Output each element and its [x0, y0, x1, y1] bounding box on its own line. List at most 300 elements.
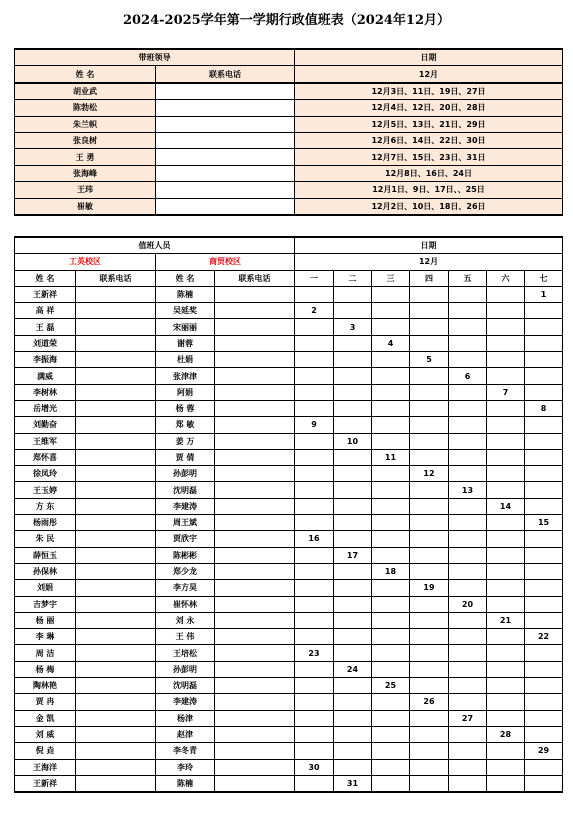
empty-cell [334, 303, 372, 319]
staff-phone-shangmao [215, 466, 295, 482]
empty-cell [372, 775, 410, 792]
empty-cell [334, 531, 372, 547]
empty-cell [449, 775, 487, 792]
staff-name-shangmao: 沈明磊 [156, 482, 215, 498]
leader-row [15, 116, 563, 132]
empty-cell [372, 286, 410, 302]
empty-cell [487, 645, 525, 661]
duty-day: 18 [372, 563, 410, 579]
empty-cell [372, 303, 410, 319]
staff-name-shangmao: 谢蓉 [156, 335, 215, 351]
duty-day: 24 [334, 661, 372, 677]
empty-cell [487, 352, 525, 368]
staff-row [15, 775, 563, 792]
empty-cell [449, 580, 487, 596]
staff-row [15, 629, 563, 645]
date-header: 日期 [295, 49, 563, 66]
empty-cell [334, 629, 372, 645]
empty-cell [372, 596, 410, 612]
staff-name-shangmao: 赵津 [156, 726, 215, 742]
duty-day: 1 [525, 286, 563, 302]
staff-name-shangmao: 杨 蓉 [156, 400, 215, 416]
name-header-2: 姓 名 [156, 270, 215, 286]
empty-cell [372, 759, 410, 775]
empty-cell [449, 743, 487, 759]
duty-day: 6 [449, 368, 487, 384]
empty-cell [372, 612, 410, 628]
staff-name-shangmao: 李建涛 [156, 498, 215, 514]
campus-gongying: 工英校区 [15, 254, 156, 270]
empty-cell [525, 433, 563, 449]
staff-phone-gongying [76, 775, 156, 792]
duty-day: 15 [525, 515, 563, 531]
staff-name-shangmao: 杨津 [156, 710, 215, 726]
staff-row [15, 498, 563, 514]
empty-cell [410, 661, 449, 677]
empty-cell [525, 775, 563, 792]
staff-name-gongying: 郑怀喜 [15, 449, 76, 465]
staff-row [15, 433, 563, 449]
staff-row [15, 482, 563, 498]
leader-phone [156, 116, 295, 132]
staff-name-shangmao: 孙彭明 [156, 466, 215, 482]
staff-phone-shangmao [215, 759, 295, 775]
duty-day: 21 [487, 612, 525, 628]
empty-cell [449, 678, 487, 694]
staff-phone-shangmao [215, 596, 295, 612]
empty-cell [334, 482, 372, 498]
empty-cell [410, 726, 449, 742]
leader-phone [156, 100, 295, 116]
leader-name: 王 勇 [15, 149, 156, 165]
staff-name-gongying: 薛恒玉 [15, 547, 76, 563]
staff-name-gongying: 满威 [15, 368, 76, 384]
empty-cell [449, 384, 487, 400]
empty-cell [410, 449, 449, 465]
empty-cell [410, 596, 449, 612]
duty-day: 13 [449, 482, 487, 498]
empty-cell [334, 759, 372, 775]
staff-phone-gongying [76, 563, 156, 579]
staff-phone-shangmao [215, 580, 295, 596]
leader-name: 朱兰帜 [15, 116, 156, 132]
empty-cell [487, 368, 525, 384]
empty-cell [295, 335, 334, 351]
empty-cell [449, 694, 487, 710]
empty-cell [487, 661, 525, 677]
staff-phone-gongying [76, 449, 156, 465]
leader-phone [156, 132, 295, 148]
empty-cell [449, 661, 487, 677]
empty-cell [525, 498, 563, 514]
empty-cell [334, 563, 372, 579]
staff-phone-shangmao [215, 678, 295, 694]
duty-day: 8 [525, 400, 563, 416]
staff-name-gongying: 杨 梅 [15, 661, 76, 677]
empty-cell [334, 710, 372, 726]
empty-cell [525, 466, 563, 482]
staff-name-shangmao: 吴延奖 [156, 303, 215, 319]
empty-cell [334, 580, 372, 596]
empty-cell [295, 726, 334, 742]
empty-cell [410, 531, 449, 547]
leader-name: 陈勃松 [15, 100, 156, 116]
staff-name-shangmao: 贾 倩 [156, 449, 215, 465]
staff-row [15, 678, 563, 694]
empty-cell [410, 678, 449, 694]
empty-cell [295, 710, 334, 726]
empty-cell [334, 368, 372, 384]
empty-cell [487, 596, 525, 612]
staff-phone-shangmao [215, 417, 295, 433]
staff-phone-gongying [76, 482, 156, 498]
staff-name-shangmao: 李方昊 [156, 580, 215, 596]
empty-cell [525, 563, 563, 579]
staff-header: 值班人员 [15, 237, 295, 254]
empty-cell [449, 547, 487, 563]
leader-dates: 12月5日、13日、21日、29日 [295, 116, 563, 132]
phone-header-2: 联系电话 [215, 270, 295, 286]
empty-cell [295, 580, 334, 596]
leader-phone [156, 198, 295, 215]
empty-cell [372, 368, 410, 384]
leader-name: 崔敏 [15, 198, 156, 215]
empty-cell [410, 400, 449, 416]
empty-cell [334, 645, 372, 661]
duty-day: 30 [295, 759, 334, 775]
staff-name-shangmao: 贾欣宇 [156, 531, 215, 547]
month-header: 12月 [295, 66, 563, 83]
staff-phone-gongying [76, 710, 156, 726]
empty-cell [334, 286, 372, 302]
phone-header: 联系电话 [156, 66, 295, 83]
empty-cell [295, 286, 334, 302]
staff-row [15, 759, 563, 775]
staff-phone-gongying [76, 678, 156, 694]
weekday-header: 三 [372, 270, 410, 286]
staff-name-shangmao: 陈楠 [156, 775, 215, 792]
empty-cell [525, 759, 563, 775]
duty-day: 2 [295, 303, 334, 319]
staff-name-gongying: 徐凤玲 [15, 466, 76, 482]
duty-day: 9 [295, 417, 334, 433]
staff-row [15, 580, 563, 596]
staff-name-gongying: 杨雨彤 [15, 515, 76, 531]
empty-cell [372, 661, 410, 677]
leader-phone [156, 149, 295, 165]
staff-name-shangmao: 崔怀林 [156, 596, 215, 612]
empty-cell [372, 482, 410, 498]
duty-day: 7 [487, 384, 525, 400]
staff-name-gongying: 刘娟 [15, 580, 76, 596]
empty-cell [372, 433, 410, 449]
empty-cell [295, 352, 334, 368]
staff-name-gongying: 王海洋 [15, 759, 76, 775]
empty-cell [295, 515, 334, 531]
empty-cell [295, 775, 334, 792]
staff-phone-gongying [76, 596, 156, 612]
leader-header: 带班领导 [15, 49, 295, 66]
empty-cell [487, 563, 525, 579]
staff-phone-shangmao [215, 319, 295, 335]
empty-cell [487, 335, 525, 351]
leader-phone [156, 165, 295, 181]
staff-name-gongying: 贾 冉 [15, 694, 76, 710]
staff-name-gongying: 李 琳 [15, 629, 76, 645]
staff-phone-shangmao [215, 743, 295, 759]
staff-phone-shangmao [215, 775, 295, 792]
empty-cell [487, 482, 525, 498]
staff-name-gongying: 王新祥 [15, 775, 76, 792]
empty-cell [410, 775, 449, 792]
empty-cell [334, 726, 372, 742]
empty-cell [295, 498, 334, 514]
staff-row [15, 726, 563, 742]
empty-cell [410, 563, 449, 579]
empty-cell [295, 563, 334, 579]
staff-phone-gongying [76, 661, 156, 677]
staff-name-shangmao: 郑少龙 [156, 563, 215, 579]
empty-cell [449, 400, 487, 416]
empty-cell [372, 629, 410, 645]
staff-row [15, 384, 563, 400]
empty-cell [487, 743, 525, 759]
empty-cell [334, 466, 372, 482]
empty-cell [410, 368, 449, 384]
empty-cell [372, 466, 410, 482]
empty-cell [334, 596, 372, 612]
staff-phone-gongying [76, 368, 156, 384]
staff-phone-gongying [76, 726, 156, 742]
staff-phone-shangmao [215, 515, 295, 531]
staff-row [15, 319, 563, 335]
empty-cell [487, 286, 525, 302]
empty-cell [449, 759, 487, 775]
empty-cell [410, 743, 449, 759]
empty-cell [410, 645, 449, 661]
staff-row [15, 352, 563, 368]
empty-cell [334, 678, 372, 694]
empty-cell [410, 335, 449, 351]
empty-cell [525, 580, 563, 596]
empty-cell [525, 531, 563, 547]
leader-row [15, 198, 563, 215]
empty-cell [525, 368, 563, 384]
staff-phone-shangmao [215, 694, 295, 710]
staff-row [15, 596, 563, 612]
staff-name-gongying: 朱 民 [15, 531, 76, 547]
leader-dates: 12月3日、11日、19日、27日 [295, 83, 563, 100]
duty-day: 17 [334, 547, 372, 563]
staff-phone-gongying [76, 319, 156, 335]
staff-name-shangmao: 李玲 [156, 759, 215, 775]
staff-name-gongying: 刘道荣 [15, 335, 76, 351]
empty-cell [334, 400, 372, 416]
staff-phone-gongying [76, 352, 156, 368]
weekday-header: 七 [525, 270, 563, 286]
staff-phone-shangmao [215, 449, 295, 465]
staff-phone-shangmao [215, 303, 295, 319]
staff-row [15, 710, 563, 726]
empty-cell [295, 384, 334, 400]
leader-phone [156, 182, 295, 198]
staff-phone-shangmao [215, 335, 295, 351]
empty-cell [525, 661, 563, 677]
staff-name-shangmao: 陈彬彬 [156, 547, 215, 563]
staff-phone-shangmao [215, 645, 295, 661]
duty-day: 29 [525, 743, 563, 759]
empty-cell [372, 498, 410, 514]
staff-name-gongying: 李树林 [15, 384, 76, 400]
empty-cell [487, 449, 525, 465]
duty-day: 20 [449, 596, 487, 612]
empty-cell [334, 384, 372, 400]
leader-row [15, 132, 563, 148]
staff-row [15, 547, 563, 563]
staff-phone-gongying [76, 612, 156, 628]
empty-cell [410, 710, 449, 726]
leader-row [15, 83, 563, 100]
empty-cell [295, 596, 334, 612]
empty-cell [449, 286, 487, 302]
staff-phone-shangmao [215, 612, 295, 628]
staff-name-gongying: 吉梦宇 [15, 596, 76, 612]
staff-duty-table [14, 236, 563, 793]
staff-row [15, 531, 563, 547]
empty-cell [295, 466, 334, 482]
staff-row [15, 286, 563, 302]
empty-cell [449, 563, 487, 579]
empty-cell [525, 482, 563, 498]
empty-cell [410, 547, 449, 563]
empty-cell [410, 417, 449, 433]
staff-phone-shangmao [215, 726, 295, 742]
staff-row [15, 645, 563, 661]
staff-name-shangmao: 王培松 [156, 645, 215, 661]
staff-phone-shangmao [215, 710, 295, 726]
empty-cell [295, 482, 334, 498]
staff-name-shangmao: 沈明磊 [156, 678, 215, 694]
leader-dates: 12月1日、9日、17日、、25日 [295, 182, 563, 198]
leader-row [15, 165, 563, 181]
empty-cell [525, 596, 563, 612]
staff-name-shangmao: 阿娟 [156, 384, 215, 400]
staff-phone-shangmao [215, 433, 295, 449]
staff-phone-gongying [76, 645, 156, 661]
empty-cell [372, 645, 410, 661]
staff-phone-gongying [76, 466, 156, 482]
staff-phone-shangmao [215, 286, 295, 302]
empty-cell [487, 433, 525, 449]
leader-dates: 12月7日、15日、23日、31日 [295, 149, 563, 165]
staff-name-gongying: 陶林艳 [15, 678, 76, 694]
empty-cell [449, 645, 487, 661]
empty-cell [525, 612, 563, 628]
empty-cell [334, 335, 372, 351]
empty-cell [295, 319, 334, 335]
leader-row [15, 182, 563, 198]
duty-day: 22 [525, 629, 563, 645]
empty-cell [487, 531, 525, 547]
duty-day: 3 [334, 319, 372, 335]
empty-cell [372, 726, 410, 742]
empty-cell [487, 319, 525, 335]
staff-row [15, 563, 563, 579]
empty-cell [372, 417, 410, 433]
empty-cell [449, 612, 487, 628]
empty-cell [525, 694, 563, 710]
name-header-1: 姓 名 [15, 270, 76, 286]
empty-cell [525, 319, 563, 335]
empty-cell [334, 743, 372, 759]
staff-phone-shangmao [215, 482, 295, 498]
staff-phone-shangmao [215, 400, 295, 416]
empty-cell [487, 775, 525, 792]
staff-name-shangmao: 姜 万 [156, 433, 215, 449]
duty-day: 11 [372, 449, 410, 465]
staff-phone-shangmao [215, 498, 295, 514]
empty-cell [449, 498, 487, 514]
staff-name-gongying: 王玉婷 [15, 482, 76, 498]
staff-name-gongying: 孙保林 [15, 563, 76, 579]
empty-cell [372, 400, 410, 416]
leader-dates: 12月4日、12日、20日、28日 [295, 100, 563, 116]
leader-name: 胡业武 [15, 83, 156, 100]
empty-cell [410, 759, 449, 775]
leader-row [15, 149, 563, 165]
empty-cell [449, 319, 487, 335]
empty-cell [372, 531, 410, 547]
leader-dates: 12月8日、16日、24日 [295, 165, 563, 181]
staff-name-gongying: 金 凯 [15, 710, 76, 726]
empty-cell [334, 694, 372, 710]
weekday-header: 二 [334, 270, 372, 286]
empty-cell [372, 710, 410, 726]
staff-name-gongying: 李振海 [15, 352, 76, 368]
weekday-header: 一 [295, 270, 334, 286]
empty-cell [334, 515, 372, 531]
empty-cell [295, 694, 334, 710]
empty-cell [525, 384, 563, 400]
duty-day: 10 [334, 433, 372, 449]
staff-name-shangmao: 王 伟 [156, 629, 215, 645]
staff-name-shangmao: 宋丽丽 [156, 319, 215, 335]
empty-cell [525, 726, 563, 742]
staff-name-gongying: 王 磊 [15, 319, 76, 335]
staff-name-gongying: 周 洁 [15, 645, 76, 661]
empty-cell [487, 303, 525, 319]
page-title: 2024-2025学年第一学期行政值班表（2024年12月） [122, 13, 451, 28]
empty-cell [334, 417, 372, 433]
empty-cell [449, 515, 487, 531]
empty-cell [449, 335, 487, 351]
name-header: 姓 名 [15, 66, 156, 83]
empty-cell [372, 515, 410, 531]
empty-cell [410, 319, 449, 335]
empty-cell [525, 678, 563, 694]
staff-phone-gongying [76, 629, 156, 645]
empty-cell [449, 303, 487, 319]
empty-cell [372, 384, 410, 400]
duty-day: 14 [487, 498, 525, 514]
empty-cell [449, 531, 487, 547]
empty-cell [449, 352, 487, 368]
staff-name-shangmao: 刘 永 [156, 612, 215, 628]
staff-phone-gongying [76, 694, 156, 710]
staff-phone-gongying [76, 743, 156, 759]
staff-name-shangmao: 李建涛 [156, 694, 215, 710]
staff-phone-shangmao [215, 547, 295, 563]
